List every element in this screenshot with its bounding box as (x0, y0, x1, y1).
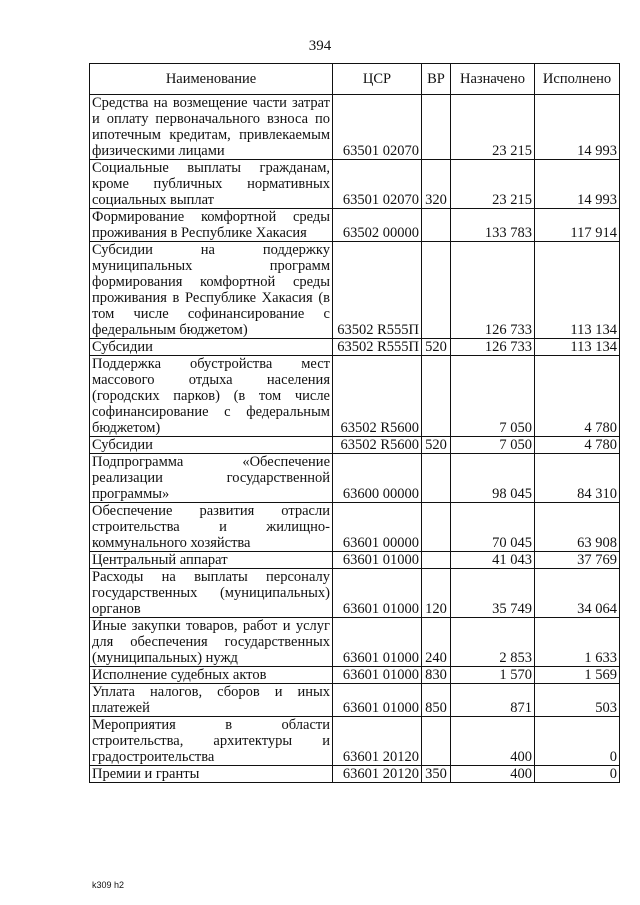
row-vr-cell (422, 454, 451, 503)
row-executed-cell: 4 780 (535, 437, 620, 454)
row-vr-cell (422, 242, 451, 339)
table-row (90, 717, 620, 766)
row-assigned-cell: 98 045 (451, 454, 535, 503)
row-csr-cell: 63501 02070 (333, 160, 422, 209)
row-name-cell: Расходы на выплаты персоналу государственных (муниципальных) органов (90, 569, 333, 618)
table-body (90, 95, 620, 783)
row-name-cell: Субсидии на поддержку муниципальных программ формирования комфортной среды проживания в Республике Хакасия (в том числе софинансирование с федеральным бюджетом) (90, 242, 333, 339)
footer-code: k309 h2 (92, 880, 125, 890)
row-executed-cell: 503 (535, 684, 620, 717)
table-header-row (90, 64, 620, 95)
row-csr-cell: 63502 R555П (333, 339, 422, 356)
row-csr-cell: 63601 01000 (333, 552, 422, 569)
row-assigned-cell: 23 215 (451, 160, 535, 209)
header-vr: ВР (422, 64, 451, 95)
row-name-cell: Подпрограмма «Обеспечение реализации государственной программы» (90, 454, 333, 503)
row-vr-cell: 850 (422, 684, 451, 717)
row-executed-cell: 0 (535, 717, 620, 766)
row-assigned-cell: 133 783 (451, 209, 535, 242)
row-name-cell: Обеспечение развития отрасли строительства и жилищно-коммунального хозяйства (90, 503, 333, 552)
row-vr-cell: 240 (422, 618, 451, 667)
row-vr-cell: 320 (422, 160, 451, 209)
row-name-cell: Иные закупки товаров, работ и услуг для обеспечения государственных (муниципальных) нужд (90, 618, 333, 667)
row-executed-cell: 1 569 (535, 667, 620, 684)
budget-table (89, 63, 620, 783)
row-assigned-cell: 35 749 (451, 569, 535, 618)
row-vr-cell: 350 (422, 766, 451, 783)
row-assigned-cell: 126 733 (451, 242, 535, 339)
table-row (90, 95, 620, 160)
row-csr-cell: 63600 00000 (333, 454, 422, 503)
table-row (90, 684, 620, 717)
row-assigned-cell: 400 (451, 766, 535, 783)
row-assigned-cell: 23 215 (451, 95, 535, 160)
row-assigned-cell: 871 (451, 684, 535, 717)
table-row (90, 552, 620, 569)
row-vr-cell: 120 (422, 569, 451, 618)
row-assigned-cell: 1 570 (451, 667, 535, 684)
header-assigned: Назначено (451, 64, 535, 95)
table-row (90, 209, 620, 242)
row-vr-cell: 830 (422, 667, 451, 684)
row-csr-cell: 63502 00000 (333, 209, 422, 242)
row-vr-cell (422, 209, 451, 242)
row-executed-cell: 84 310 (535, 454, 620, 503)
row-executed-cell: 0 (535, 766, 620, 783)
row-csr-cell: 63502 R555П (333, 242, 422, 339)
row-csr-cell: 63601 01000 (333, 667, 422, 684)
table-row (90, 618, 620, 667)
row-executed-cell: 14 993 (535, 160, 620, 209)
row-vr-cell (422, 95, 451, 160)
row-assigned-cell: 70 045 (451, 503, 535, 552)
row-vr-cell: 520 (422, 437, 451, 454)
table-row (90, 454, 620, 503)
table-row (90, 437, 620, 454)
header-executed: Исполнено (535, 64, 620, 95)
row-assigned-cell: 7 050 (451, 356, 535, 437)
table-row (90, 667, 620, 684)
row-assigned-cell: 7 050 (451, 437, 535, 454)
row-assigned-cell: 126 733 (451, 339, 535, 356)
page-number: 394 (308, 38, 332, 54)
row-csr-cell: 63601 20120 (333, 717, 422, 766)
row-csr-cell: 63502 R5600 (333, 356, 422, 437)
table-row (90, 160, 620, 209)
row-name-cell: Мероприятия в области строительства, архитектуры и градостроительства (90, 717, 333, 766)
row-name-cell: Субсидии (90, 437, 333, 454)
table-row (90, 339, 620, 356)
row-name-cell: Субсидии (90, 339, 333, 356)
row-name-cell: Премии и гранты (90, 766, 333, 783)
row-csr-cell: 63502 R5600 (333, 437, 422, 454)
row-executed-cell: 113 134 (535, 339, 620, 356)
table-row (90, 356, 620, 437)
row-executed-cell: 117 914 (535, 209, 620, 242)
row-executed-cell: 4 780 (535, 356, 620, 437)
row-csr-cell: 63601 20120 (333, 766, 422, 783)
header-csr: ЦСР (333, 64, 422, 95)
row-executed-cell: 14 993 (535, 95, 620, 160)
row-executed-cell: 1 633 (535, 618, 620, 667)
table-row (90, 766, 620, 783)
row-name-cell: Исполнение судебных актов (90, 667, 333, 684)
row-vr-cell (422, 356, 451, 437)
row-csr-cell: 63601 01000 (333, 618, 422, 667)
row-vr-cell: 520 (422, 339, 451, 356)
header-name: Наименование (90, 64, 333, 95)
row-assigned-cell: 2 853 (451, 618, 535, 667)
row-csr-cell: 63501 02070 (333, 95, 422, 160)
row-executed-cell: 113 134 (535, 242, 620, 339)
table-row (90, 569, 620, 618)
row-name-cell: Социальные выплаты гражданам, кроме публичных нормативных социальных выплат (90, 160, 333, 209)
row-executed-cell: 37 769 (535, 552, 620, 569)
row-vr-cell (422, 552, 451, 569)
row-name-cell: Центральный аппарат (90, 552, 333, 569)
row-vr-cell (422, 503, 451, 552)
row-name-cell: Формирование комфортной среды проживания в Республике Хакасия (90, 209, 333, 242)
row-executed-cell: 34 064 (535, 569, 620, 618)
row-assigned-cell: 400 (451, 717, 535, 766)
row-csr-cell: 63601 01000 (333, 569, 422, 618)
row-csr-cell: 63601 00000 (333, 503, 422, 552)
row-name-cell: Средства на возмещение части затрат и оплату первоначального взноса по ипотечным кредитам, привлекаемым физическими лицами (90, 95, 333, 160)
row-name-cell: Уплата налогов, сборов и иных платежей (90, 684, 333, 717)
table-row (90, 503, 620, 552)
row-assigned-cell: 41 043 (451, 552, 535, 569)
row-executed-cell: 63 908 (535, 503, 620, 552)
row-csr-cell: 63601 01000 (333, 684, 422, 717)
table-row (90, 242, 620, 339)
row-vr-cell (422, 717, 451, 766)
row-name-cell: Поддержка обустройства мест массового отдыха населения (городских парков) (в том числе софинансирование с федеральным бюджетом) (90, 356, 333, 437)
